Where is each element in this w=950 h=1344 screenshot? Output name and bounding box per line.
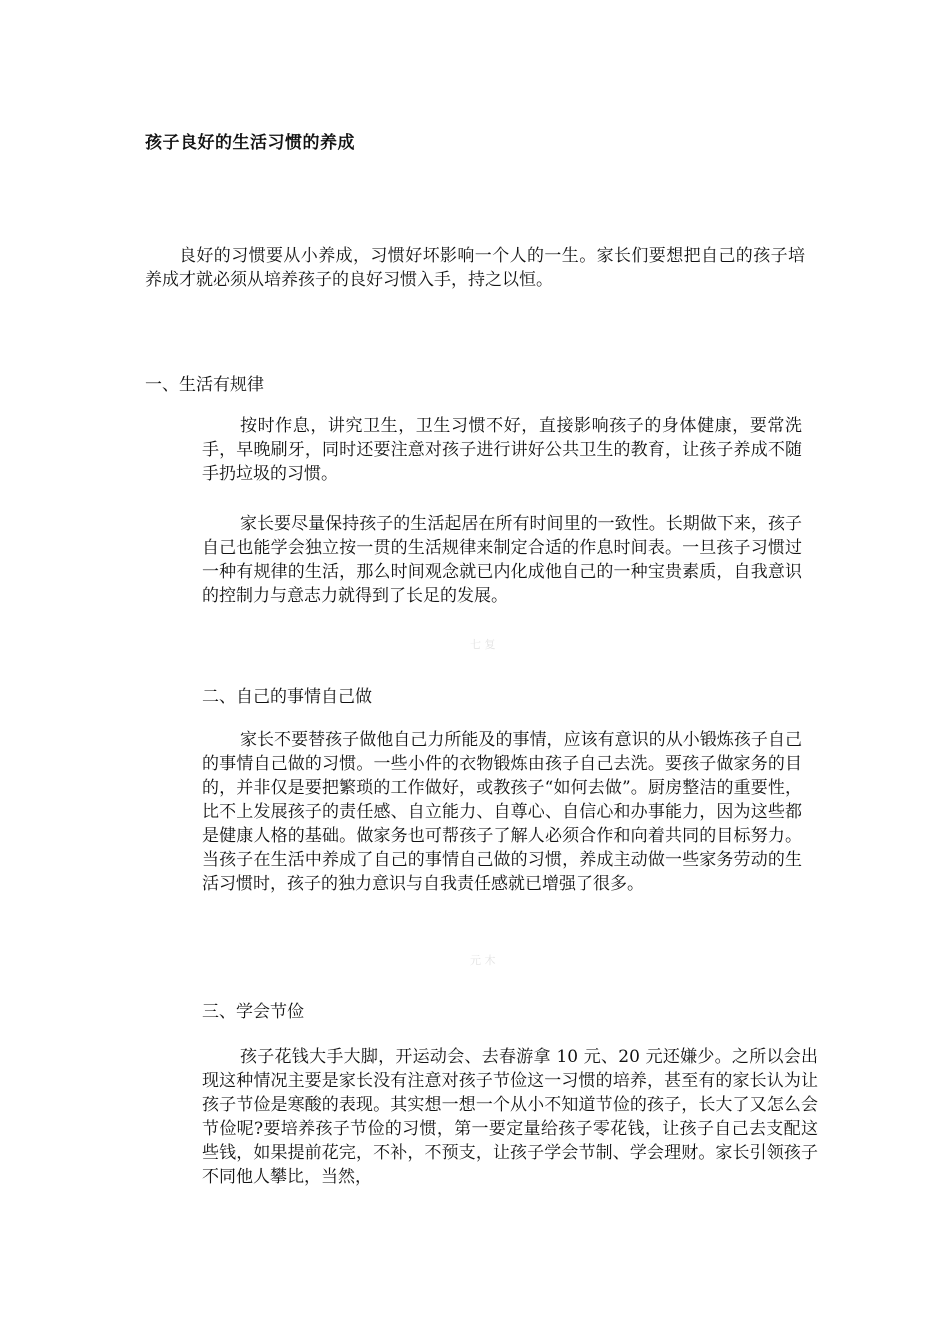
section-2-heading: 二、自己的事情自己做 xyxy=(202,687,372,707)
section-3-heading: 三、学会节俭 xyxy=(202,1002,304,1022)
intro-paragraph: 良好的习惯要从小养成，习惯好坏影响一个人的一生。家长们要想把自己的孩子培养成才就必须从培养孩子的良好习惯入手，持之以恒。 xyxy=(145,246,805,290)
faint-watermark-1: 七 复 xyxy=(470,638,496,651)
section-3-paragraph-1: 孩子花钱大手大脚，开运动会、去春游拿 10 元、20 元还嫌少。之所以会出现这种情况主要是家长没有注意对孩子节俭这一习惯的培养，甚至有的家长认为让孩子节俭是寒酸的表现。其实想一想一个从小不知道节俭的孩子，长大了又怎么会节俭呢?要培养孩子节俭的习惯，第一要定量给孩子零花钱，让孩子自己去支配这些钱，如果提前花完，不补，不预支，让孩子学会节制、学会理财。家长引领孩子不同他人攀比，当然， xyxy=(202,1047,818,1187)
section-1-heading: 一、生活有规律 xyxy=(145,375,264,395)
faint-watermark-2: 元 木 xyxy=(470,954,496,967)
section-2-paragraph-1: 家长不要替孩子做他自己力所能及的事情，应该有意识的从小锻炼孩子自己的事情自己做的习惯。一些小件的衣物锻炼由孩子自己去洗。要孩子做家务的目的，并非仅是要把繁琐的工作做好，或教孩子“如何去做”。厨房整洁的重要性，比不上发展孩子的责任感、自立能力、自尊心、自信心和办事能力，因为这些都是健康人格的基础。做家务也可帮孩子了解人必须合作和向着共同的目标努力。当孩子在生活中养成了自己的事情自己做的习惯，养成主动做一些家务劳动的生活习惯时，孩子的独力意识与自我责任感就已增强了很多。 xyxy=(202,730,802,894)
document-title: 孩子良好的生活习惯的养成 xyxy=(145,133,355,153)
section-1-paragraph-2: 家长要尽量保持孩子的生活起居在所有时间里的一致性。长期做下来，孩子自己也能学会独立按一贯的生活规律来制定合适的作息时间表。一旦孩子习惯过一种有规律的生活，那么时间观念就已内化成他自己的一种宝贵素质，自我意识的控制力与意志力就得到了长足的发展。 xyxy=(202,514,802,606)
section-1-paragraph-1: 按时作息，讲究卫生，卫生习惯不好，直接影响孩子的身体健康，要常洗手，早晚刷牙，同时还要注意对孩子进行讲好公共卫生的教育，让孩子养成不随手扔垃圾的习惯。 xyxy=(202,416,802,484)
